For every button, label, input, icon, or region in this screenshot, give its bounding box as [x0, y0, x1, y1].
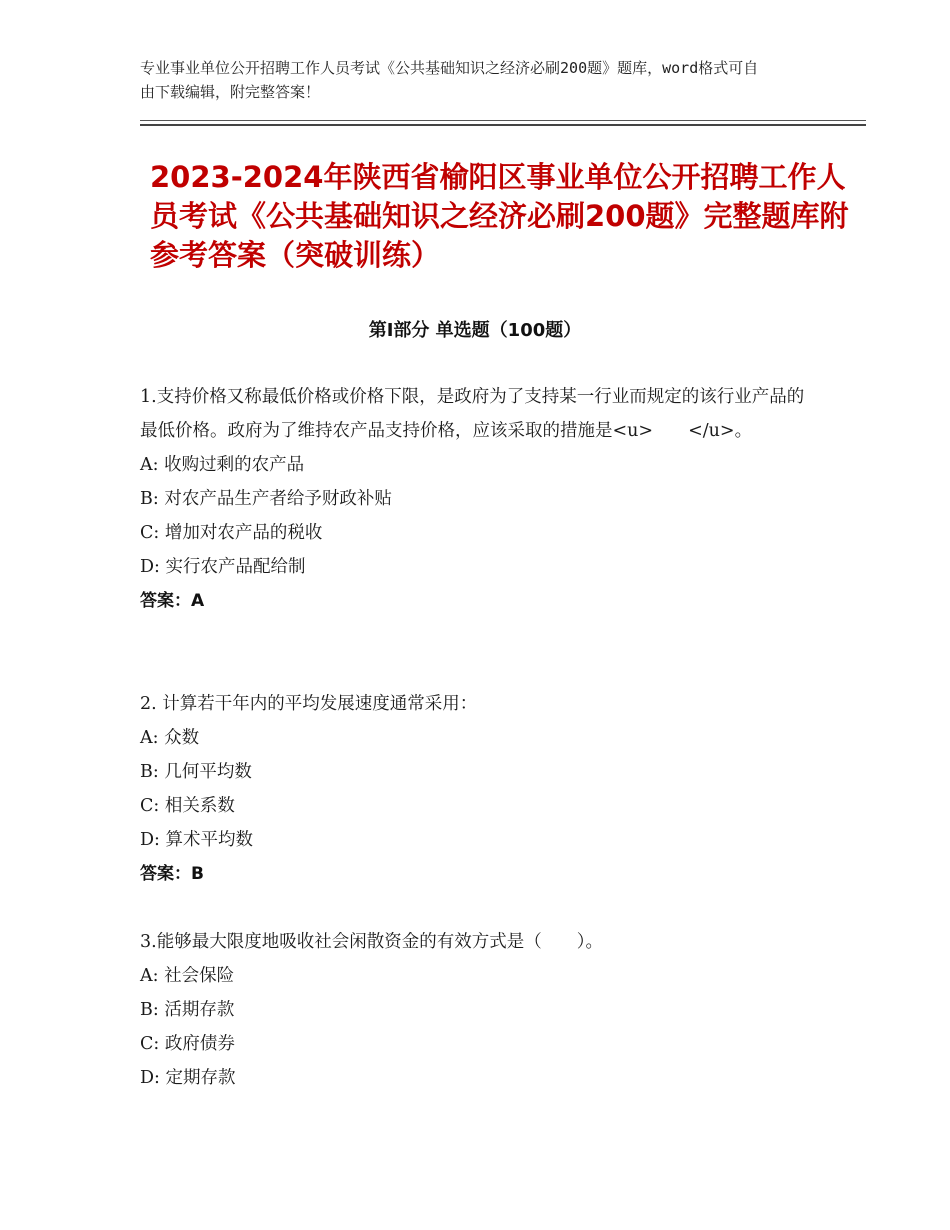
- header-note: 专业事业单位公开招聘工作人员考试《公共基础知识之经济必刷200题》题库，word格式可自由下载编辑，附完整答案！: [140, 59, 759, 101]
- option-b: B: 几何平均数: [140, 762, 252, 782]
- document-title: 2023-2024年陕西省榆阳区事业单位公开招聘工作人员考试《公共基础知识之经济必刷200题》完整题库附参考答案（突破训练）: [150, 160, 849, 272]
- option-d: D: 算术平均数: [140, 830, 253, 850]
- option-a: A: 社会保险: [140, 966, 235, 986]
- question-3: [140, 925, 805, 1095]
- header-rule-bottom: [140, 124, 866, 126]
- question-text: 3.能够最大限度地吸收社会闲散资金的有效方式是（ ）。: [140, 932, 603, 952]
- option-a: A: 众数: [140, 728, 200, 748]
- option-d: D: 定期存款: [140, 1068, 236, 1088]
- answer-label: 答案：A: [140, 591, 205, 611]
- option-c: C: 政府债券: [140, 1034, 235, 1054]
- answer-label: 答案：B: [140, 864, 204, 884]
- option-c: C: 增加对农产品的税收: [140, 523, 323, 543]
- option-c: C: 相关系数: [140, 796, 235, 816]
- section-heading: 第Ⅰ部分 单选题（100题）: [368, 320, 582, 341]
- question-1: [140, 380, 805, 618]
- option-d: D: 实行农产品配给制: [140, 557, 306, 577]
- option-a: A: 收购过剩的农产品: [140, 455, 305, 475]
- option-b: B: 活期存款: [140, 1000, 235, 1020]
- question-text: 2. 计算若干年内的平均发展速度通常采用：: [140, 694, 478, 714]
- header-rule-top: [140, 120, 866, 121]
- question-2: [140, 687, 805, 891]
- question-text: 1.支持价格又称最低价格或价格下限，是政府为了支持某一行业而规定的该行业产品的最低价格。政府为了维持农产品支持价格，应该采取的措施是<u> </u>。: [140, 387, 805, 441]
- option-b: B: 对农产品生产者给予财政补贴: [140, 489, 392, 509]
